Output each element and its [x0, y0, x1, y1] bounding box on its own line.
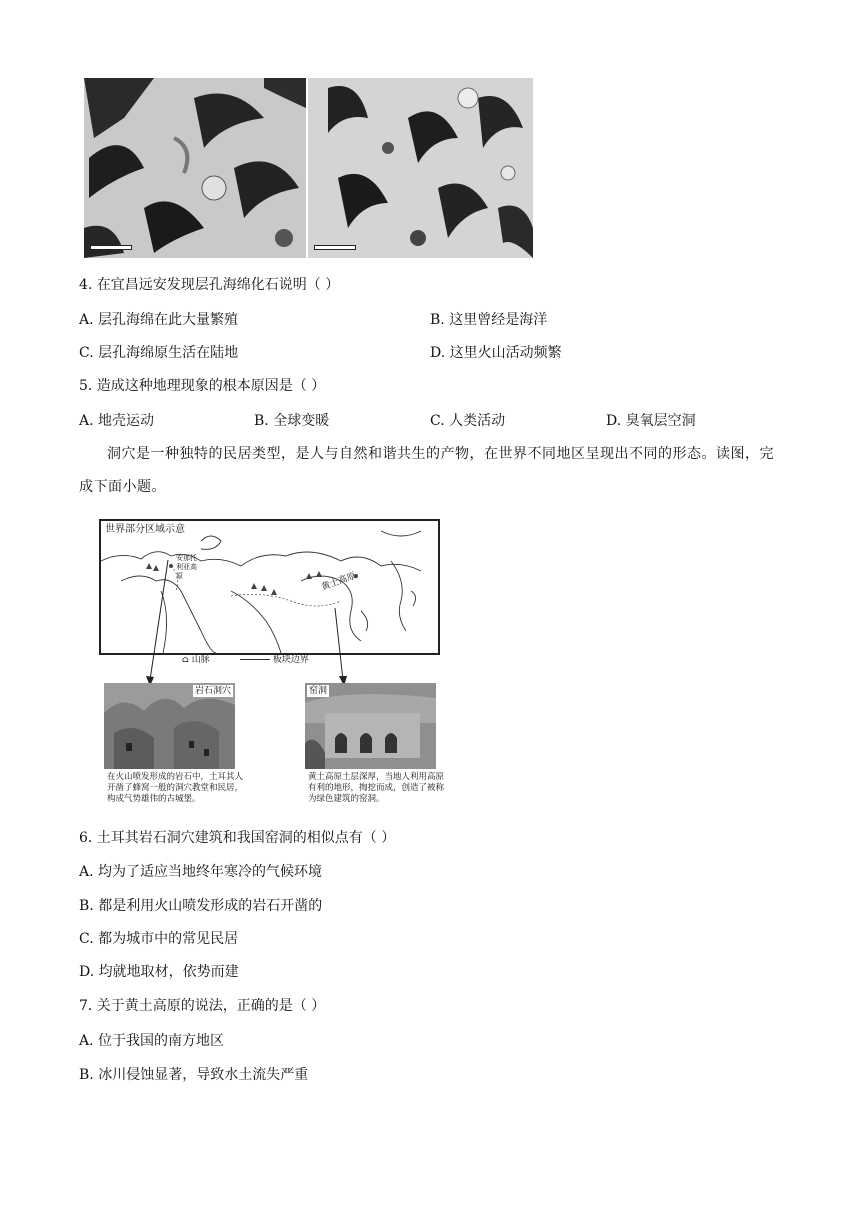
- q4-option-d: D. 这里火山活动频繁: [430, 345, 562, 361]
- q5-option-b: B. 全球变暖: [254, 413, 330, 429]
- fossil-texture-left: [84, 78, 306, 258]
- label-anatolia-plateau: 安那托利亚高原: [176, 554, 197, 580]
- q4-option-c: C. 层孔海绵原生活在陆地: [79, 345, 239, 361]
- q6-stem: 6. 土耳其岩石洞穴建筑和我国窑洞的相似点有（ ）: [79, 830, 396, 846]
- q6-option-b: B. 都是利用火山喷发形成的岩石开凿的: [79, 898, 323, 914]
- legend-boundary-label: 板块边界: [272, 655, 309, 665]
- legend-mountain-label: 山脉: [191, 655, 210, 665]
- q5-option-c: C. 人类活动: [430, 413, 506, 429]
- q6-option-c: C. 都为城市中的常见民居: [79, 931, 239, 947]
- q4-stem: 4. 在宜昌远安发现层孔海绵化石说明（ ）: [79, 277, 340, 293]
- fossil-photo-left: [84, 78, 306, 258]
- rock-cave-caption: 在火山喷发形成的岩石中，土耳其人开凿了蜂窝一般的洞穴教堂和民居，构成气势雄伟的古城堡。: [107, 772, 244, 804]
- yaodong-tag: 窑洞: [309, 686, 328, 696]
- scale-bar: [314, 245, 356, 250]
- q7-stem: 7. 关于黄土高原的说法，正确的是（ ）: [79, 998, 326, 1014]
- fossil-photo-right: [308, 78, 533, 258]
- q7-option-b: B. 冰川侵蚀显著，导致水土流失严重: [79, 1067, 309, 1083]
- q4-option-a: A. 层孔海绵在此大量繁殖: [79, 312, 239, 328]
- pointer-arrows: [140, 560, 380, 690]
- q6-option-a: A. 均为了适应当地终年寒冷的气候环境: [79, 864, 323, 880]
- q6-option-d: D. 均就地取材，依势而建: [79, 964, 239, 980]
- yaodong-caption: 黄土高原土层深厚，当地人利用高原有利的地形，掏挖而成，创造了被称为绿色建筑的窑洞。: [308, 772, 445, 804]
- q5-option-a: A. 地壳运动: [79, 413, 155, 429]
- rock-cave-photo: [104, 683, 235, 769]
- yaodong-photo: [305, 683, 436, 769]
- rock-cave-tag: 岩石洞穴: [194, 686, 231, 696]
- q4-option-b: B. 这里曾经是海洋: [430, 312, 548, 328]
- scale-bar: [90, 245, 132, 250]
- map-title: 世界部分区域示意: [105, 524, 185, 535]
- intro-paragraph: 洞穴是一种独特的民居类型，是人与自然和谐共生的产物，在世界不同地区呈现出不同的形态。读图，完成下面小题。: [79, 446, 774, 495]
- mountain-icon: ⌂: [182, 655, 189, 665]
- fossil-texture-right: [308, 78, 533, 258]
- q5-stem: 5. 造成这种地理现象的根本原因是（ ）: [79, 378, 326, 394]
- q7-option-a: A. 位于我国的南方地区: [79, 1033, 225, 1049]
- q5-option-d: D. 臭氧层空洞: [606, 413, 696, 429]
- label-loess-plateau: 黄土高原: [320, 571, 358, 593]
